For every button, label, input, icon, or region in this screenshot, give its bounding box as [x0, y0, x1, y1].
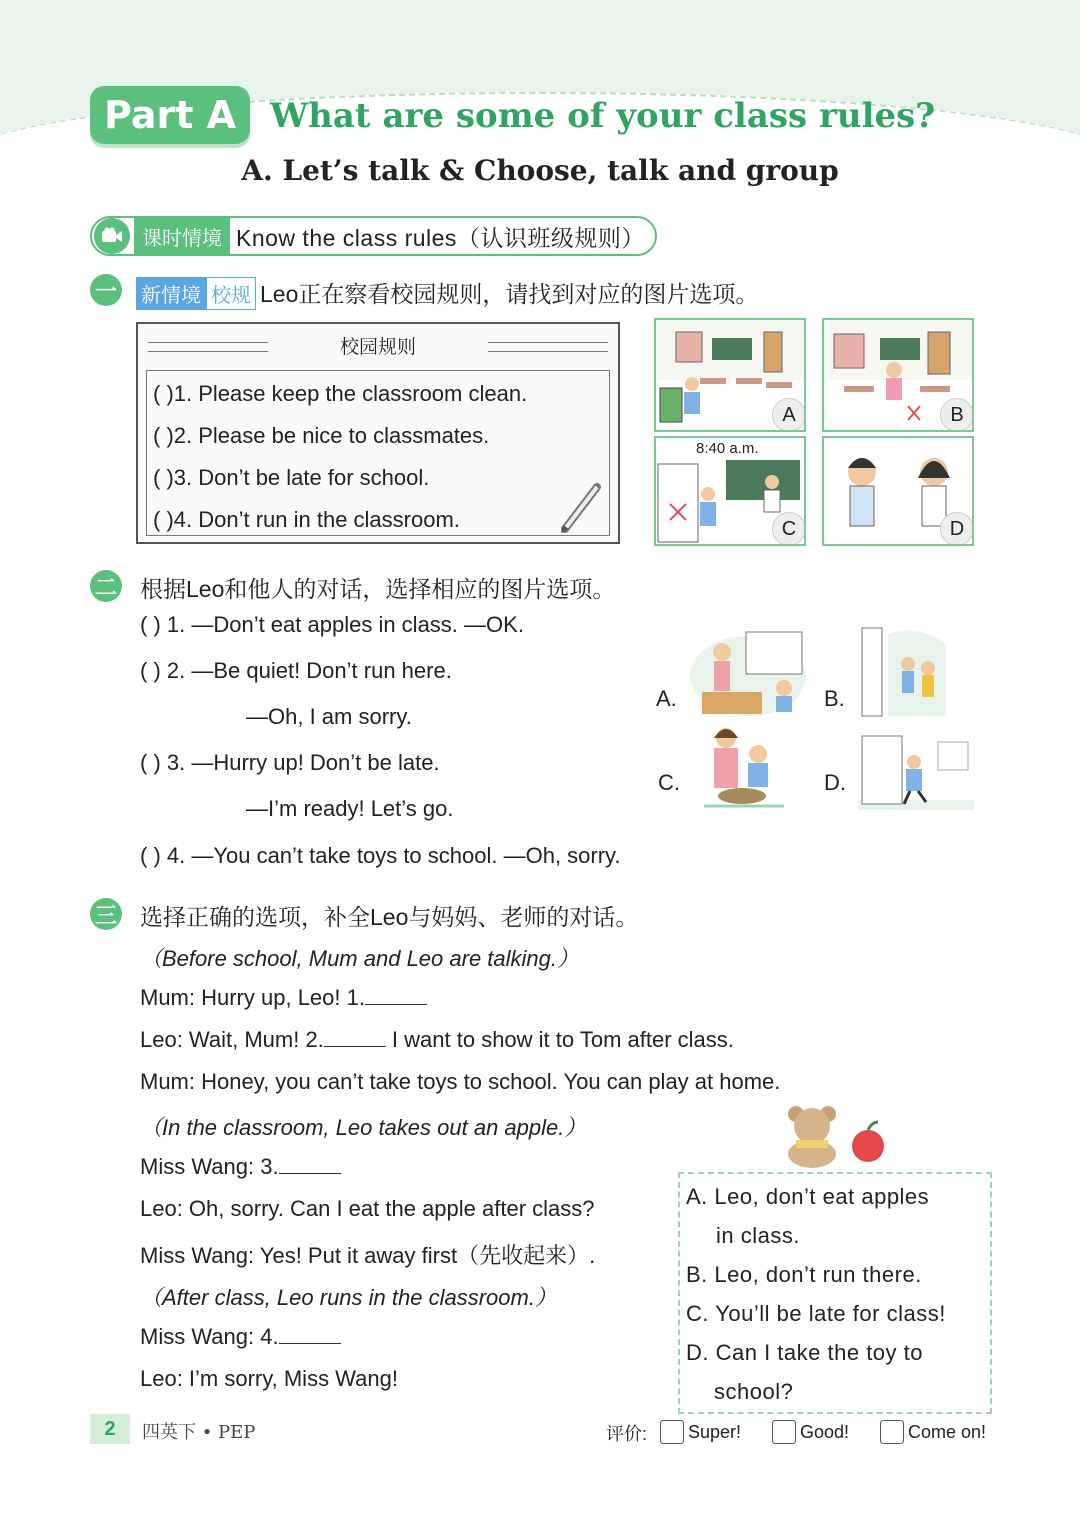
dialogue-item: ( ) 2. —Be quiet! Don’t run here.: [140, 658, 452, 683]
eval-come-on[interactable]: [880, 1420, 986, 1444]
new-context-badge: 新情境: [136, 277, 206, 310]
checkbox[interactable]: [772, 1420, 796, 1444]
option-d-cont: school?: [714, 1379, 794, 1404]
answer-options-box: [678, 1172, 992, 1414]
eval-option-label: Come on!: [908, 1421, 987, 1442]
option-c: C. You’ll be late for class!: [686, 1301, 946, 1326]
pen-icon: [557, 481, 607, 535]
teddy-bear-and-apple-icon: [772, 1100, 892, 1170]
eval-super[interactable]: [660, 1420, 741, 1444]
dialogue-item: ( ) 3. —Hurry up! Don’t be late.: [140, 750, 440, 775]
dialogue-text: Leo: Wait, Mum! 2.: [140, 1027, 324, 1052]
dialogue-text-after: I want to show it to Tom after class.: [385, 1027, 734, 1052]
rules-board-title: 校园规则: [138, 330, 618, 366]
dialogue-reply: —Oh, I am sorry.: [246, 704, 412, 729]
option-d: D. Can I take the toy to: [686, 1340, 924, 1365]
dialogue-text: Miss Wang: 4.: [140, 1324, 279, 1349]
checkbox[interactable]: [880, 1420, 904, 1444]
context-label: 课时情境: [134, 218, 230, 255]
option-a: A. Leo, don’t eat apples: [686, 1184, 930, 1209]
rule-item: ( )4. Don’t run in the classroom.: [153, 507, 460, 532]
section-number-3: 三: [90, 898, 122, 930]
evaluation-label: 评价:: [606, 1424, 648, 1444]
dialogue-line: Leo: Oh, sorry. Can I eat the apple after class?: [140, 1196, 595, 1221]
section-3-instruction: 选择正确的选项，补全Leo与妈妈、老师的对话。: [140, 904, 639, 930]
picture-b: [822, 318, 974, 432]
book-label: 四英下 • PEP: [142, 1422, 256, 1443]
dialogue-reply: —I’m ready! Let’s go.: [246, 796, 454, 821]
page-subtitle: A. Let’s talk & Choose, talk and group: [241, 154, 839, 187]
section-1-instruction: Leo正在察看校园规则，请找到对应的图片选项。: [260, 281, 759, 307]
picture-label: B: [940, 398, 974, 432]
picture-label: D: [940, 512, 974, 546]
late-at-door-scene: [858, 734, 974, 812]
option-label-b: B.: [824, 686, 845, 711]
scene-note: （Before school, Mum and Leo are talking.）: [140, 946, 580, 971]
running-in-hall-scene: [858, 624, 950, 718]
dialogue-line: Mum: Honey, you can’t take toys to school. You can play at home.: [140, 1069, 781, 1094]
rule-item: ( )2. Please be nice to classmates.: [153, 423, 490, 448]
clock-time: 8:40 a.m.: [696, 440, 759, 457]
section-number-1: 一: [90, 274, 122, 306]
dialogue-text: Mum: Hurry up, Leo! 1.: [140, 985, 365, 1010]
school-rules-badge: 校规: [206, 277, 256, 310]
dialogue-line: [140, 1153, 341, 1180]
dialogue-line: [140, 1323, 341, 1350]
option-label-d: D.: [824, 770, 846, 795]
scene-note: （After class, Leo runs in the classroom.）: [140, 1285, 557, 1310]
context-text: Know the class rules（认识班级规则）: [236, 224, 645, 251]
scene-note: （In the classroom, Leo takes out an apple.）: [140, 1115, 587, 1140]
answer-blank-2[interactable]: [324, 1026, 386, 1047]
rule-item: ( )1. Please keep the classroom clean.: [153, 381, 528, 406]
option-label-c: C.: [658, 770, 680, 795]
section-2-instruction: 根据Leo和他人的对话，选择相应的图片选项。: [140, 576, 616, 602]
dialogue-line: [140, 1026, 734, 1053]
section-number-2: 二: [90, 570, 122, 602]
dialogue-text: Miss Wang: 3.: [140, 1154, 279, 1179]
eating-in-class-scene: [688, 626, 808, 718]
option-a-cont: in class.: [716, 1223, 800, 1248]
picture-label: C: [772, 512, 806, 546]
rules-list: [146, 370, 610, 536]
eval-option-label: Good!: [800, 1421, 850, 1442]
toys-scene: [704, 724, 784, 808]
section-title-1: [136, 276, 758, 310]
picture-c: [654, 436, 806, 546]
answer-blank-3[interactable]: [279, 1153, 341, 1174]
dialogue-item: ( ) 4. —You can’t take toys to school. —Oh, sorry.: [140, 843, 621, 868]
answer-blank-1[interactable]: [365, 984, 427, 1005]
eval-option-label: Super!: [688, 1421, 742, 1442]
part-tag: Part A: [90, 86, 250, 144]
page-title: What are some of your class rules?: [270, 96, 936, 136]
dialogue-line: Miss Wang: Yes! Put it away first（先收起来）.: [140, 1243, 596, 1268]
dialogue-line: Leo: I’m sorry, Miss Wang!: [140, 1366, 398, 1391]
rules-board: [136, 322, 620, 544]
rule-item: ( )3. Don’t be late for school.: [153, 465, 430, 490]
option-label-a: A.: [656, 686, 677, 711]
option-b: B. Leo, don’t run there.: [686, 1262, 922, 1287]
camera-icon: [94, 218, 130, 254]
picture-a: [654, 318, 806, 432]
dialogue-line: [140, 984, 427, 1011]
dialogue-item: ( ) 1. —Don’t eat apples in class. —OK.: [140, 612, 524, 637]
checkbox[interactable]: [660, 1420, 684, 1444]
page-number: 2: [90, 1414, 130, 1444]
picture-label: A: [772, 398, 806, 432]
context-banner: [90, 216, 657, 256]
eval-good[interactable]: [772, 1420, 849, 1444]
answer-blank-4[interactable]: [279, 1323, 341, 1344]
picture-d: [822, 436, 974, 546]
